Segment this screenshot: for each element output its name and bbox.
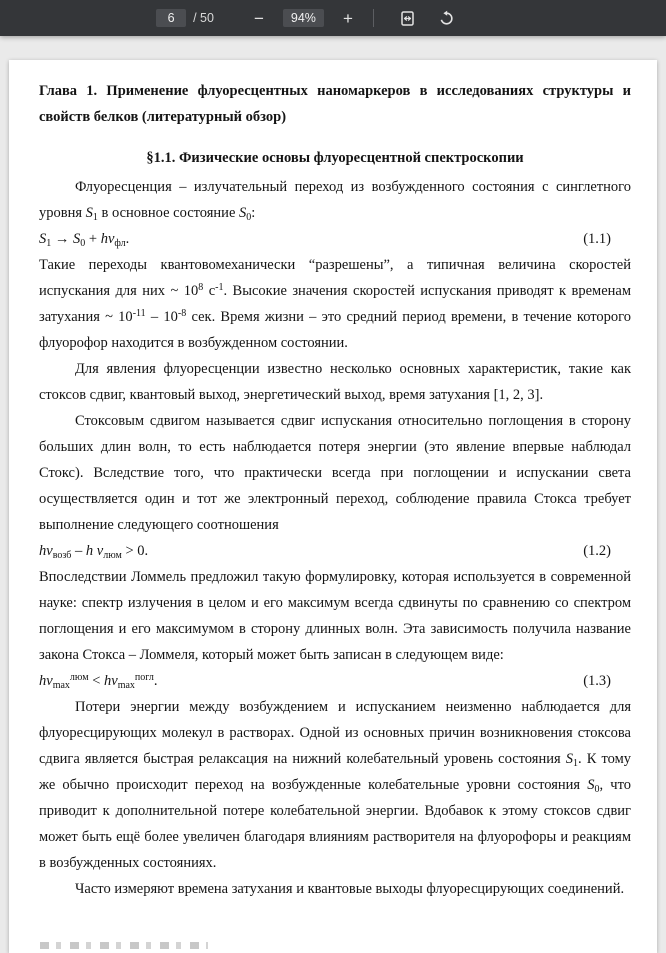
equation-number: (1.3) [583,673,611,689]
equation-number: (1.2) [583,543,611,559]
toolbar-controls [156,8,466,29]
equation-1-3 [39,668,631,694]
rotate-ccw-icon[interactable] [434,8,459,29]
paragraph-characteristics: Для явления флуоресценции известно несколько основных характеристик, такие как стоксов сдвиг, квантовый выход, энергетический выход, время затухания [1, 2, 3]. [39,361,631,403]
paragraph-transition-rates: Такие переходы квантовомеханически “разрешены”, а типичная величина скоростей испускания для них ~ $10^8$ $с^{-1}$. Высокие значения скоростей испускания приводят к временам затухания ~ $10^{-11} - 10^{-8}$ сек. Время жизни – это средний период времени, в течение которого флуорофор находится в возбужденном состоянии. [39,257,631,351]
equation-number: (1.1) [583,231,611,247]
paragraph-stokes-shift: Стоксовым сдвигом называется сдвиг испускания относительно поглощения в сторону больших длин волн, то есть наблюдается потеря энергии (это явление впервые наблюдал Стокс). Вследствие того, что практически всегда при поглощении и испускании света осуществляется один и тот же электронный переход, соблюдение правила Стокса требует выполнение следующего соотношения [39,413,631,533]
section-title: §1.1. Физические основы флуоресцентной спектроскопии [146,150,524,166]
clipped-text-line [40,942,208,949]
zoom-level-display: 94% [283,9,324,27]
page-number-input[interactable]: 6 [156,9,186,27]
pdf-page [9,60,657,953]
paragraph-measurements: Часто измеряют времена затухания и квантовые выходы флуоресцирующих соединений. [75,881,625,897]
toolbar-divider [373,9,374,27]
paragraph-energy-loss: Потери энергии между возбуждением и испусканием неизменно наблюдается для флуоресцирующих молекул в растворах. Одной из основных причин возникновения стоксова сдвига является быстрая релаксация на нижний колебательный уровень состояния $S_1$. К тому же обычно происходит переход на возбужденные колебательные уровни состояния $S_0$, что приводит к дополнительной потере колебательной энергии. Вдобавок к этому стоксов сдвиг может быть ещё более увеличен благодаря влияниям растворителя на флуорофоры и реакциям в возбужденных состояниях. [39,699,631,871]
paragraph-fluorescence-intro: Флуоресценция – излучательный переход из возбужденного состояния с синглетного уровня $S_1$ в основное состояние $S_0$: [39,179,631,223]
equation-body: $h\nu_{max}^{люм} < h\nu_{max}^{погл}$. [39,672,158,691]
fit-page-icon[interactable] [395,8,420,29]
chapter-heading: Глава 1. Применение флуоресцентных наномаркеров в исследованиях структуры и свойств белков (литературный обзор) [39,83,631,125]
zoom-out-button[interactable]: − [248,8,270,29]
equation-body: $h\nu_{возб}$ – h $\nu_{люм} > 0$. [39,543,149,561]
paragraph-lommel-law: Впоследствии Ломмель предложил такую формулировку, которая используется в современной науке: спектр излучения в целом и его максимум всегда сдвинуты по сравнению со спектром поглощения и его максимумом в сторону длинных волн. Эта зависимость получила название закона Стокса – Ломмеля, который может быть записан в следующем виде: [39,569,631,663]
pdf-toolbar [0,0,666,36]
equation-1-1 [39,226,631,252]
equation-body: $S_1 \to S_0 + h\nu_{фл}$. [39,231,130,249]
document-viewport[interactable] [0,36,666,953]
zoom-in-button[interactable]: + [337,8,359,29]
page-count-label: / 50 [193,11,214,25]
equation-1-2 [39,538,631,564]
